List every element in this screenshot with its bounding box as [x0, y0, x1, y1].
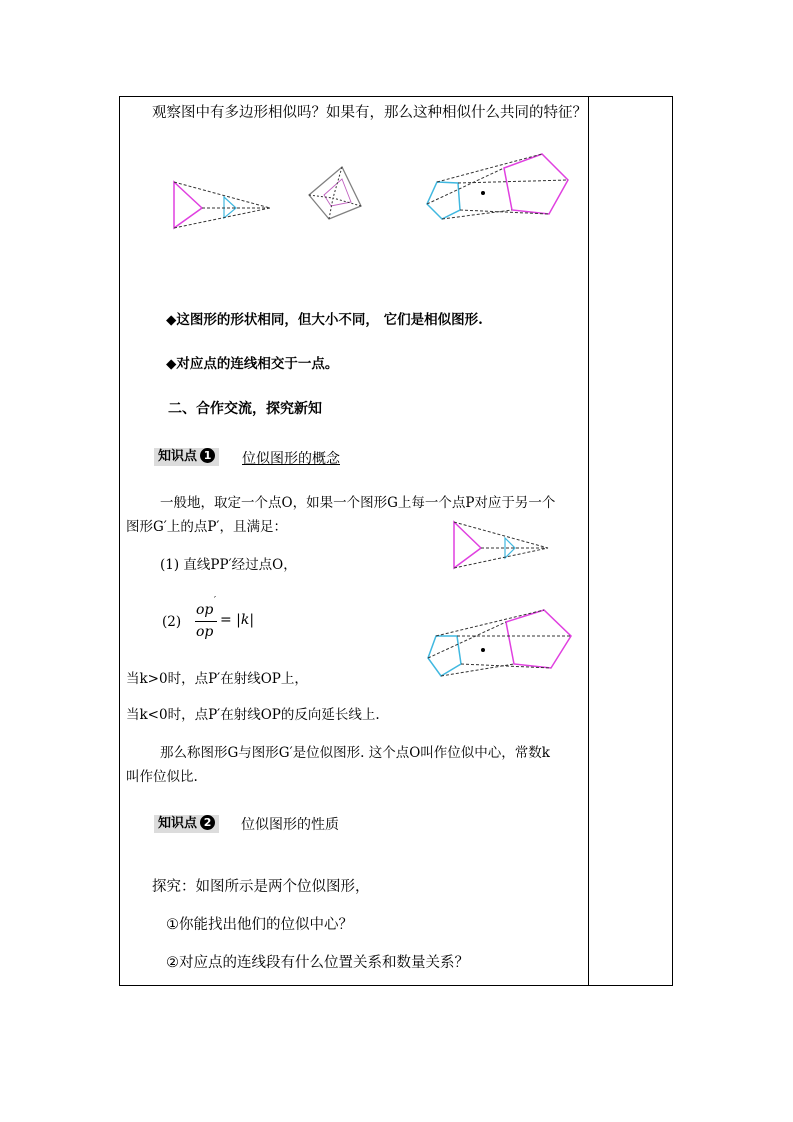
- ratio-prime: ′: [214, 596, 217, 606]
- definition-line-2: 图形G′上的点P′，且满足：: [126, 519, 287, 535]
- kp2-title: 位似图形的性质: [241, 817, 339, 833]
- ratio-numerator: op: [196, 602, 214, 618]
- figure-pentagons-1: [422, 150, 574, 232]
- bullet-1: ◆这图形的形状相同，但大小不同， 它们是相似图形.: [166, 312, 483, 328]
- explore-prompt: 探究：如图所示是两个位似图形，: [152, 879, 370, 895]
- figure-triangles-1: [168, 176, 276, 234]
- question-1: ①你能找出他们的位似中心？: [166, 917, 353, 933]
- kp2-tag-label: 知识点: [158, 816, 198, 831]
- kp1-tag: [154, 448, 219, 466]
- figure-pentagons-2: [424, 606, 576, 682]
- table-divider: [588, 96, 589, 986]
- bullet-2: ◆对应点的连线相交于一点。: [166, 356, 339, 372]
- condition-2-label: (2): [162, 614, 182, 630]
- intro-question: 观察图中有多边形相似吗？如果有，那么这种相似什么共同的特征？: [152, 105, 587, 121]
- conclusion-line-2: 叫作位似比.: [126, 769, 198, 785]
- fraction-bar: [195, 621, 217, 622]
- ratio-rhs: = |k|: [220, 612, 255, 628]
- case-negative: 当k<0时，点P′在射线OP的反向延长线上.: [126, 707, 380, 723]
- figure-triangles-2: [448, 518, 552, 572]
- kp2-number: 2: [200, 815, 215, 830]
- kp1-number: 1: [200, 448, 215, 463]
- figure-quadrilateral: [306, 164, 364, 222]
- question-2: ②对应点的连线段有什么位置关系和数量关系？: [166, 955, 469, 971]
- ratio-denominator: op: [196, 624, 214, 640]
- condition-1: (1) 直线PP′经过点O，: [160, 557, 297, 573]
- kp2-tag: [154, 815, 219, 833]
- section-heading: 二、合作交流，探究新知: [168, 401, 322, 417]
- case-positive: 当k>0时，点P′在射线OP上，: [126, 671, 308, 687]
- definition-line-1: 一般地，取定一个点O，如果一个图形G上每一个点P对应于另一个: [160, 495, 556, 511]
- conclusion-line-1: 那么称图形G与图形G′是位似图形. 这个点O叫作位似中心，常数k: [160, 745, 550, 761]
- kp1-tag-label: 知识点: [158, 449, 198, 464]
- kp1-title: 位似图形的概念: [242, 451, 340, 467]
